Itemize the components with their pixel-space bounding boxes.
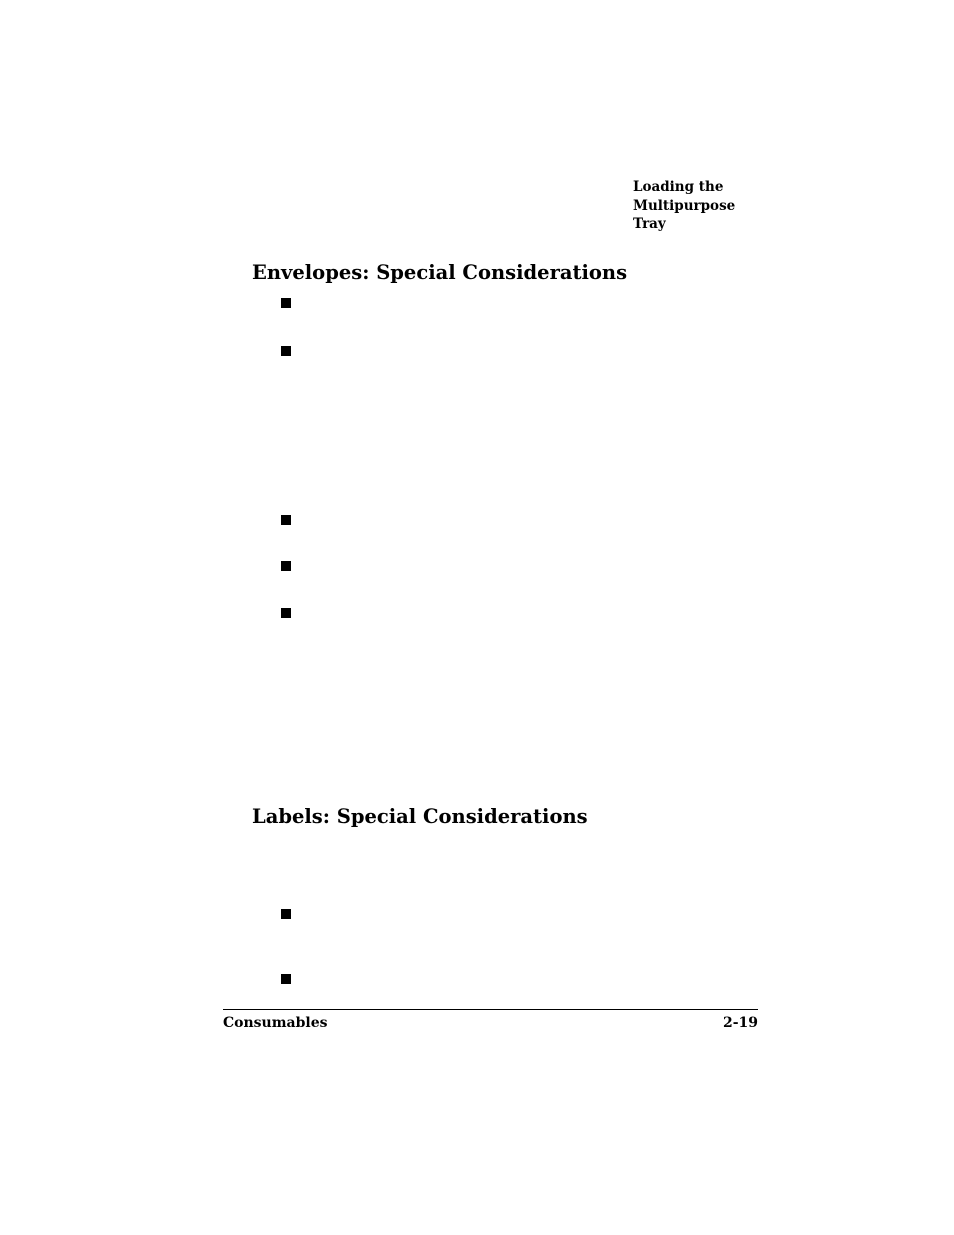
envelopes-section-title: Envelopes: Special Considerations [252, 261, 628, 284]
bullet-marker [281, 608, 291, 618]
bullet-marker [281, 561, 291, 571]
bullet-marker [281, 974, 291, 984]
bullet-marker [281, 909, 291, 919]
side-heading-line: Loading the [633, 179, 724, 195]
side-heading-line: Multipurpose [633, 197, 736, 214]
bullet-marker [281, 515, 291, 525]
side-heading-line: Tray [633, 216, 666, 232]
bullet-marker [281, 298, 291, 308]
labels-section-title: Labels: Special Considerations [252, 805, 588, 828]
side-heading [633, 178, 773, 234]
footer-chapter-name: Consumables [223, 1015, 328, 1031]
footer-page-number: 2-19 [722, 1015, 758, 1031]
footer-rule [223, 1009, 758, 1010]
bullet-marker [281, 346, 291, 356]
